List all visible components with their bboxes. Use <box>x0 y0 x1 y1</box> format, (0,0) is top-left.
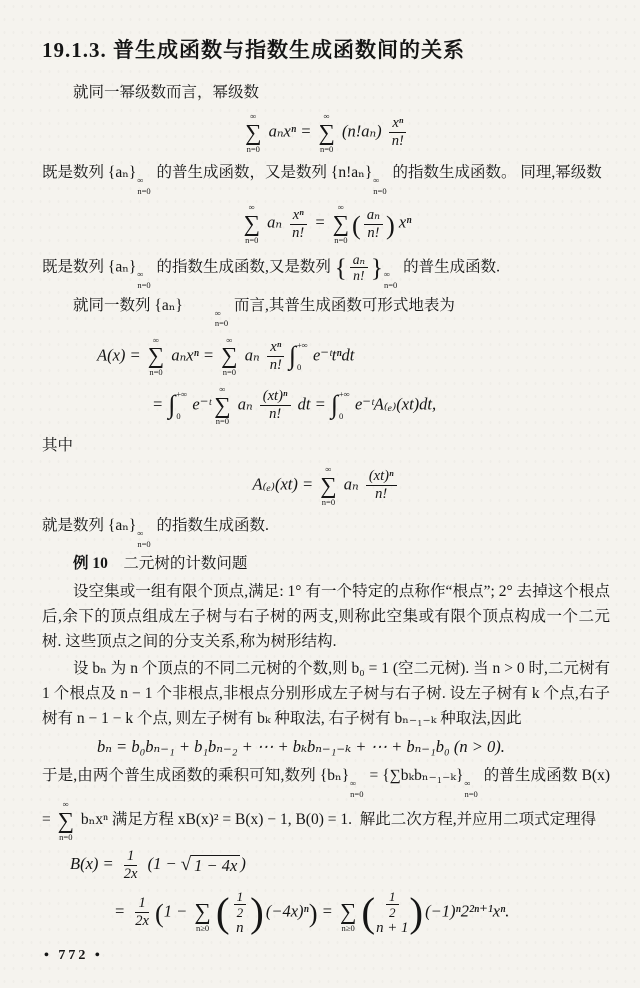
fraction-denominator <box>267 357 285 374</box>
math-fraction <box>121 848 141 882</box>
sub-sup-stack <box>384 269 397 290</box>
paragraph <box>42 513 610 549</box>
sum-lower-limit: n=0 <box>222 367 236 378</box>
math-sum <box>320 464 336 507</box>
subscript: n=0 <box>137 279 151 290</box>
text-run: 的指数生成函数,又是数列 <box>152 258 335 276</box>
fraction-denominator <box>121 866 141 883</box>
sum-lower-limit: n=0 <box>321 496 336 507</box>
text-run: 既是数列 {aₙ} <box>42 164 137 182</box>
sum-upper-limit: ∞ <box>250 111 257 122</box>
sum-lower-limit: n=0 <box>59 831 73 842</box>
text-run: 其中 <box>42 436 74 454</box>
text-run: 二元树的计数问题 <box>107 555 248 573</box>
integral-lower-limit: 0 <box>338 411 344 422</box>
text-run: xⁿ <box>394 212 412 232</box>
text-run: e⁻ᵗtⁿdt <box>308 345 355 365</box>
text-run: n + 1 <box>376 919 409 936</box>
text-run: aₙxⁿ = <box>264 121 316 141</box>
sigma-symbol: ∑ <box>194 899 211 925</box>
text-run: = <box>310 212 330 232</box>
math-sum <box>244 202 260 245</box>
paragraph <box>42 252 610 291</box>
fraction-numerator <box>234 889 247 905</box>
sum-upper-limit: ∞ <box>337 202 344 213</box>
sigma-symbol: ∑ <box>221 343 238 369</box>
math-sum <box>58 799 74 842</box>
text-run: bₙ = b₀bₙ₋₁ + b₁bₙ₋₂ + ⋯ + bₖbₙ₋₁₋ₖ + ⋯ + bₙ₋₁b₀ (n > 0). <box>97 737 505 757</box>
binomial-top <box>382 889 403 920</box>
text-run: = <box>152 394 168 414</box>
sum-upper-limit: ∞ <box>152 334 160 345</box>
subscript: n=0 <box>137 538 151 549</box>
sub-sup-stack <box>464 778 477 799</box>
integral-lower-limit: 0 <box>296 362 302 373</box>
text-run: 的指数生成函数. <box>152 517 269 535</box>
math-fraction <box>132 895 152 929</box>
text-run: 的普生成函数. <box>399 258 500 276</box>
math-sum <box>148 335 164 378</box>
text-run: (−1)ⁿ2²ⁿ⁺¹xⁿ. <box>425 901 510 921</box>
math-fraction <box>366 468 397 502</box>
paragraph <box>42 579 610 654</box>
math-fraction <box>364 207 383 241</box>
subscript: n=0 <box>214 318 229 329</box>
sum-lower-limit: n=0 <box>215 416 230 427</box>
fraction-numerator <box>124 848 137 866</box>
text-run: 1 <box>138 895 146 912</box>
superscript: ∞ <box>373 175 380 186</box>
fraction-denominator <box>234 905 247 920</box>
binomial-bottom <box>375 920 409 936</box>
integral-upper-limit: +∞ <box>338 389 350 400</box>
sum-lower-limit: n≥0 <box>196 923 210 933</box>
fraction-denominator <box>350 268 367 284</box>
text-run: 设 bₙ 为 n 个顶点的不同二元树的个数,则 b₀ = 1 (空二元树). 当 n > 0 时,二元树有 1 个根点及 n − 1 个非根点,非根点分别形成左子树与右子树. 设左子树有 k 个点,右子树有 n − 1 − k 个点, 则左子树有 bₖ 种取法, 右子树有 bₙ₋₁₋ₖ 种取法,因此 <box>42 659 614 728</box>
text-run: n <box>236 919 244 936</box>
text-run: aₙ <box>352 251 366 267</box>
text-run: A₍ₑ₎(xt) = <box>252 474 318 494</box>
text-run: A(x) = <box>97 345 145 365</box>
text-run: 1 − <box>163 901 192 921</box>
sum-upper-limit: ∞ <box>62 799 69 810</box>
text-run: = <box>114 901 130 921</box>
text-run: = {∑bₖbₙ₋₁₋ₖ} <box>365 766 464 784</box>
text-run: aₙ <box>233 394 257 414</box>
superscript: ∞ <box>137 528 144 539</box>
text-run: 就同一数列 {aₙ} <box>73 296 183 314</box>
fraction-denominator <box>389 133 407 150</box>
big-delimiter: ( <box>352 210 361 240</box>
text-run: ) <box>240 854 246 874</box>
superscript: ∞ <box>383 269 390 280</box>
text-run: e⁻ᵗA₍ₑ₎(xt)dt, <box>350 394 437 414</box>
math-fraction <box>260 388 291 422</box>
integral-symbol: ∫ <box>288 341 296 371</box>
text-run: 1 <box>388 888 396 904</box>
integral-limits <box>339 389 350 421</box>
superscript: ∞ <box>350 777 357 788</box>
sigma-symbol: ∑ <box>332 211 350 237</box>
integral-upper-limit: +∞ <box>176 389 188 400</box>
text-run: 2 <box>236 904 244 920</box>
math-integral <box>331 389 350 421</box>
sum-lower-limit: n=0 <box>334 234 348 245</box>
text-run: 于是,由两个普生成函数的乘积可知,数列 {bₙ} <box>42 766 350 784</box>
sub-sup-stack <box>184 308 228 329</box>
text-run: n! <box>269 356 282 373</box>
sigma-symbol: ∑ <box>320 472 337 498</box>
sub-sup-stack <box>350 778 363 799</box>
superscript: ∞ <box>137 269 144 280</box>
paragraph <box>42 763 614 842</box>
sigma-symbol: ∑ <box>147 343 165 369</box>
math-binomial: ( $\frac{1}{2}$ n ) <box>215 888 264 936</box>
display-formula <box>42 737 610 757</box>
text-run: n! <box>375 486 388 503</box>
math-sum <box>214 384 230 427</box>
binomial-stack <box>230 889 251 936</box>
text-run: xⁿ <box>270 339 282 356</box>
text-run: 1 <box>236 888 244 904</box>
sum-upper-limit: ∞ <box>325 464 332 475</box>
sum-lower-limit: n=0 <box>320 143 334 154</box>
display-formula <box>42 335 610 378</box>
integral-upper-limit: +∞ <box>296 340 308 351</box>
math-integral <box>168 389 187 421</box>
sub-sup-stack <box>373 175 386 196</box>
text-run: xⁿ <box>292 206 304 223</box>
section-heading: 19.1.3. 普生成函数与指数生成函数间的关系 <box>42 38 465 62</box>
text-run: 就同一幂级数而言，幂级数 <box>73 84 260 101</box>
text-run: 1 − 4x <box>194 856 238 876</box>
display-formula <box>42 848 610 882</box>
subscript: n=0 <box>464 788 478 799</box>
binomial-top <box>230 889 251 920</box>
fraction-denominator <box>289 225 307 242</box>
sub-sup-stack <box>137 528 150 549</box>
subscript: n=0 <box>137 185 151 196</box>
sum-lower-limit: n=0 <box>245 234 259 245</box>
text-run: aₙ <box>262 212 287 232</box>
text-run: 就是数列 {aₙ} <box>42 517 137 535</box>
text-run: aₙxⁿ = <box>167 345 219 365</box>
sum-lower-limit: n=0 <box>246 143 260 154</box>
display-formula <box>42 384 610 427</box>
text-run: n! <box>292 224 305 241</box>
sum-upper-limit: ∞ <box>248 202 255 213</box>
page-number: • 772 • <box>44 948 103 963</box>
big-delimiter: { <box>334 254 347 282</box>
text-run: dt = <box>293 394 330 414</box>
subscript: n=0 <box>373 185 387 196</box>
text-run: (n!aₙ) <box>337 121 386 141</box>
subscript: n=0 <box>350 788 364 799</box>
subscript: n=0 <box>383 279 398 290</box>
fraction-numerator <box>389 115 406 133</box>
text-run: = <box>317 901 337 921</box>
display-formula <box>42 464 610 507</box>
math-sum <box>333 202 349 245</box>
text-run: (xt)ⁿ <box>262 388 288 405</box>
integral-symbol: ∫ <box>330 390 338 420</box>
text-run: 2 <box>388 904 396 920</box>
sigma-symbol: ∑ <box>339 899 357 925</box>
fraction-denominator <box>364 225 382 242</box>
superscript: ∞ <box>464 777 471 788</box>
fraction-numerator <box>386 889 399 905</box>
text-run: B(x) = <box>70 854 118 874</box>
math-fraction <box>289 207 307 241</box>
big-delimiter: ) <box>308 898 318 929</box>
math-sum <box>340 891 356 933</box>
text-run: n! <box>367 224 380 241</box>
document-body <box>42 80 614 936</box>
math-sum <box>221 335 237 378</box>
sub-sup-stack <box>137 269 150 290</box>
big-delimiter: ) <box>385 210 395 240</box>
sum-lower-limit: n≥0 <box>341 923 355 933</box>
paragraph <box>42 551 610 576</box>
sigma-symbol: ∑ <box>245 119 262 145</box>
math-fraction <box>350 252 368 284</box>
fraction-numerator <box>135 895 148 913</box>
display-formula <box>42 111 610 154</box>
text-run: 设空集或一组有限个顶点,满足: 1° 有一个特定的点称作“根点”; 2° 去掉这个根点后,余下的顶点组成左子树与右子树的两支,则称此空集或有限个顶点构成一个二元树. 这些顶点之间的分支关系,称为树形结构. <box>42 582 610 650</box>
math-fraction <box>386 889 399 920</box>
fraction-numerator <box>267 339 284 357</box>
fraction-numerator <box>364 207 383 225</box>
text-run: n! <box>391 133 404 150</box>
fraction-denominator <box>132 913 152 930</box>
text-run: n! <box>353 268 365 284</box>
superscript: ∞ <box>137 175 144 186</box>
text-run: 2x <box>135 912 149 929</box>
math-integral <box>289 340 308 372</box>
fraction-denominator <box>386 905 399 920</box>
integral-symbol: ∫ <box>168 390 176 420</box>
sum-upper-limit: ∞ <box>226 334 233 345</box>
text-run: (−4x)ⁿ <box>265 901 309 921</box>
fraction-numerator <box>290 207 307 225</box>
display-formula <box>42 889 610 936</box>
math-sum <box>245 111 261 154</box>
paragraph <box>42 656 614 731</box>
sum-lower-limit: n=0 <box>149 367 163 378</box>
big-delimiter: ( <box>154 898 164 929</box>
text-run: n! <box>269 405 282 422</box>
text-run: 而言,其普生成函数可形式地表为 <box>230 296 455 314</box>
radicand <box>191 855 240 876</box>
text-run: 2x <box>123 866 138 883</box>
big-delimiter: } <box>371 254 383 282</box>
paragraph <box>42 160 610 196</box>
sigma-symbol: ∑ <box>214 392 231 418</box>
math-sum <box>194 891 210 933</box>
radical-symbol: √ <box>180 854 192 876</box>
text-run: aₙ <box>339 474 363 494</box>
paragraph <box>42 293 610 329</box>
text-run: xⁿ <box>392 115 404 132</box>
text-run: 的普生成函数，又是数列 {n!aₙ} <box>152 164 373 182</box>
math-fraction <box>267 339 285 373</box>
binomial-stack <box>375 889 409 936</box>
paragraph <box>42 80 610 105</box>
text-run: aₙ <box>366 206 380 223</box>
fraction-numerator <box>260 388 291 406</box>
binomial-bottom <box>235 920 244 936</box>
display-formula <box>42 202 610 245</box>
text-run: 的普生成函数 B(x) = <box>42 766 614 829</box>
text-run: 既是数列 {aₙ} <box>42 258 137 276</box>
fraction-denominator <box>266 406 284 423</box>
fraction-denominator <box>372 486 390 503</box>
sum-upper-limit: ∞ <box>219 383 226 394</box>
integral-lower-limit: 0 <box>176 411 181 422</box>
integral-limits <box>297 340 308 372</box>
text-run: aₙ <box>240 345 264 365</box>
text-run: bₙxⁿ 满足方程 xB(x)² = B(x) − 1, B(0) = 1. 解此二次方程,并应用二项式定理得 <box>77 811 597 829</box>
math-sum <box>318 111 334 154</box>
sum-upper-limit: ∞ <box>323 111 330 122</box>
text-run: (1 − <box>143 854 181 874</box>
text-run: 的指数生成函数。 同理,幂级数 <box>388 164 602 182</box>
text-run: e⁻ᵗ <box>188 394 212 414</box>
integral-limits <box>176 389 187 421</box>
math-sqrt <box>181 855 241 876</box>
sigma-symbol: ∑ <box>318 119 335 145</box>
text-run: 1 <box>127 848 135 865</box>
fraction-numerator <box>350 252 368 269</box>
bold-label: 例 10 <box>73 555 108 573</box>
math-fraction <box>234 889 247 920</box>
math-fraction <box>389 115 407 149</box>
superscript: ∞ <box>214 307 221 318</box>
sigma-symbol: ∑ <box>57 807 75 833</box>
paragraph <box>42 433 610 458</box>
text-run: (xt)ⁿ <box>368 468 394 485</box>
sigma-symbol: ∑ <box>243 211 260 237</box>
fraction-numerator <box>366 468 397 486</box>
sub-sup-stack <box>137 175 150 196</box>
math-binomial: ( $\frac{1}{2}$ n + 1 ) <box>361 888 424 936</box>
